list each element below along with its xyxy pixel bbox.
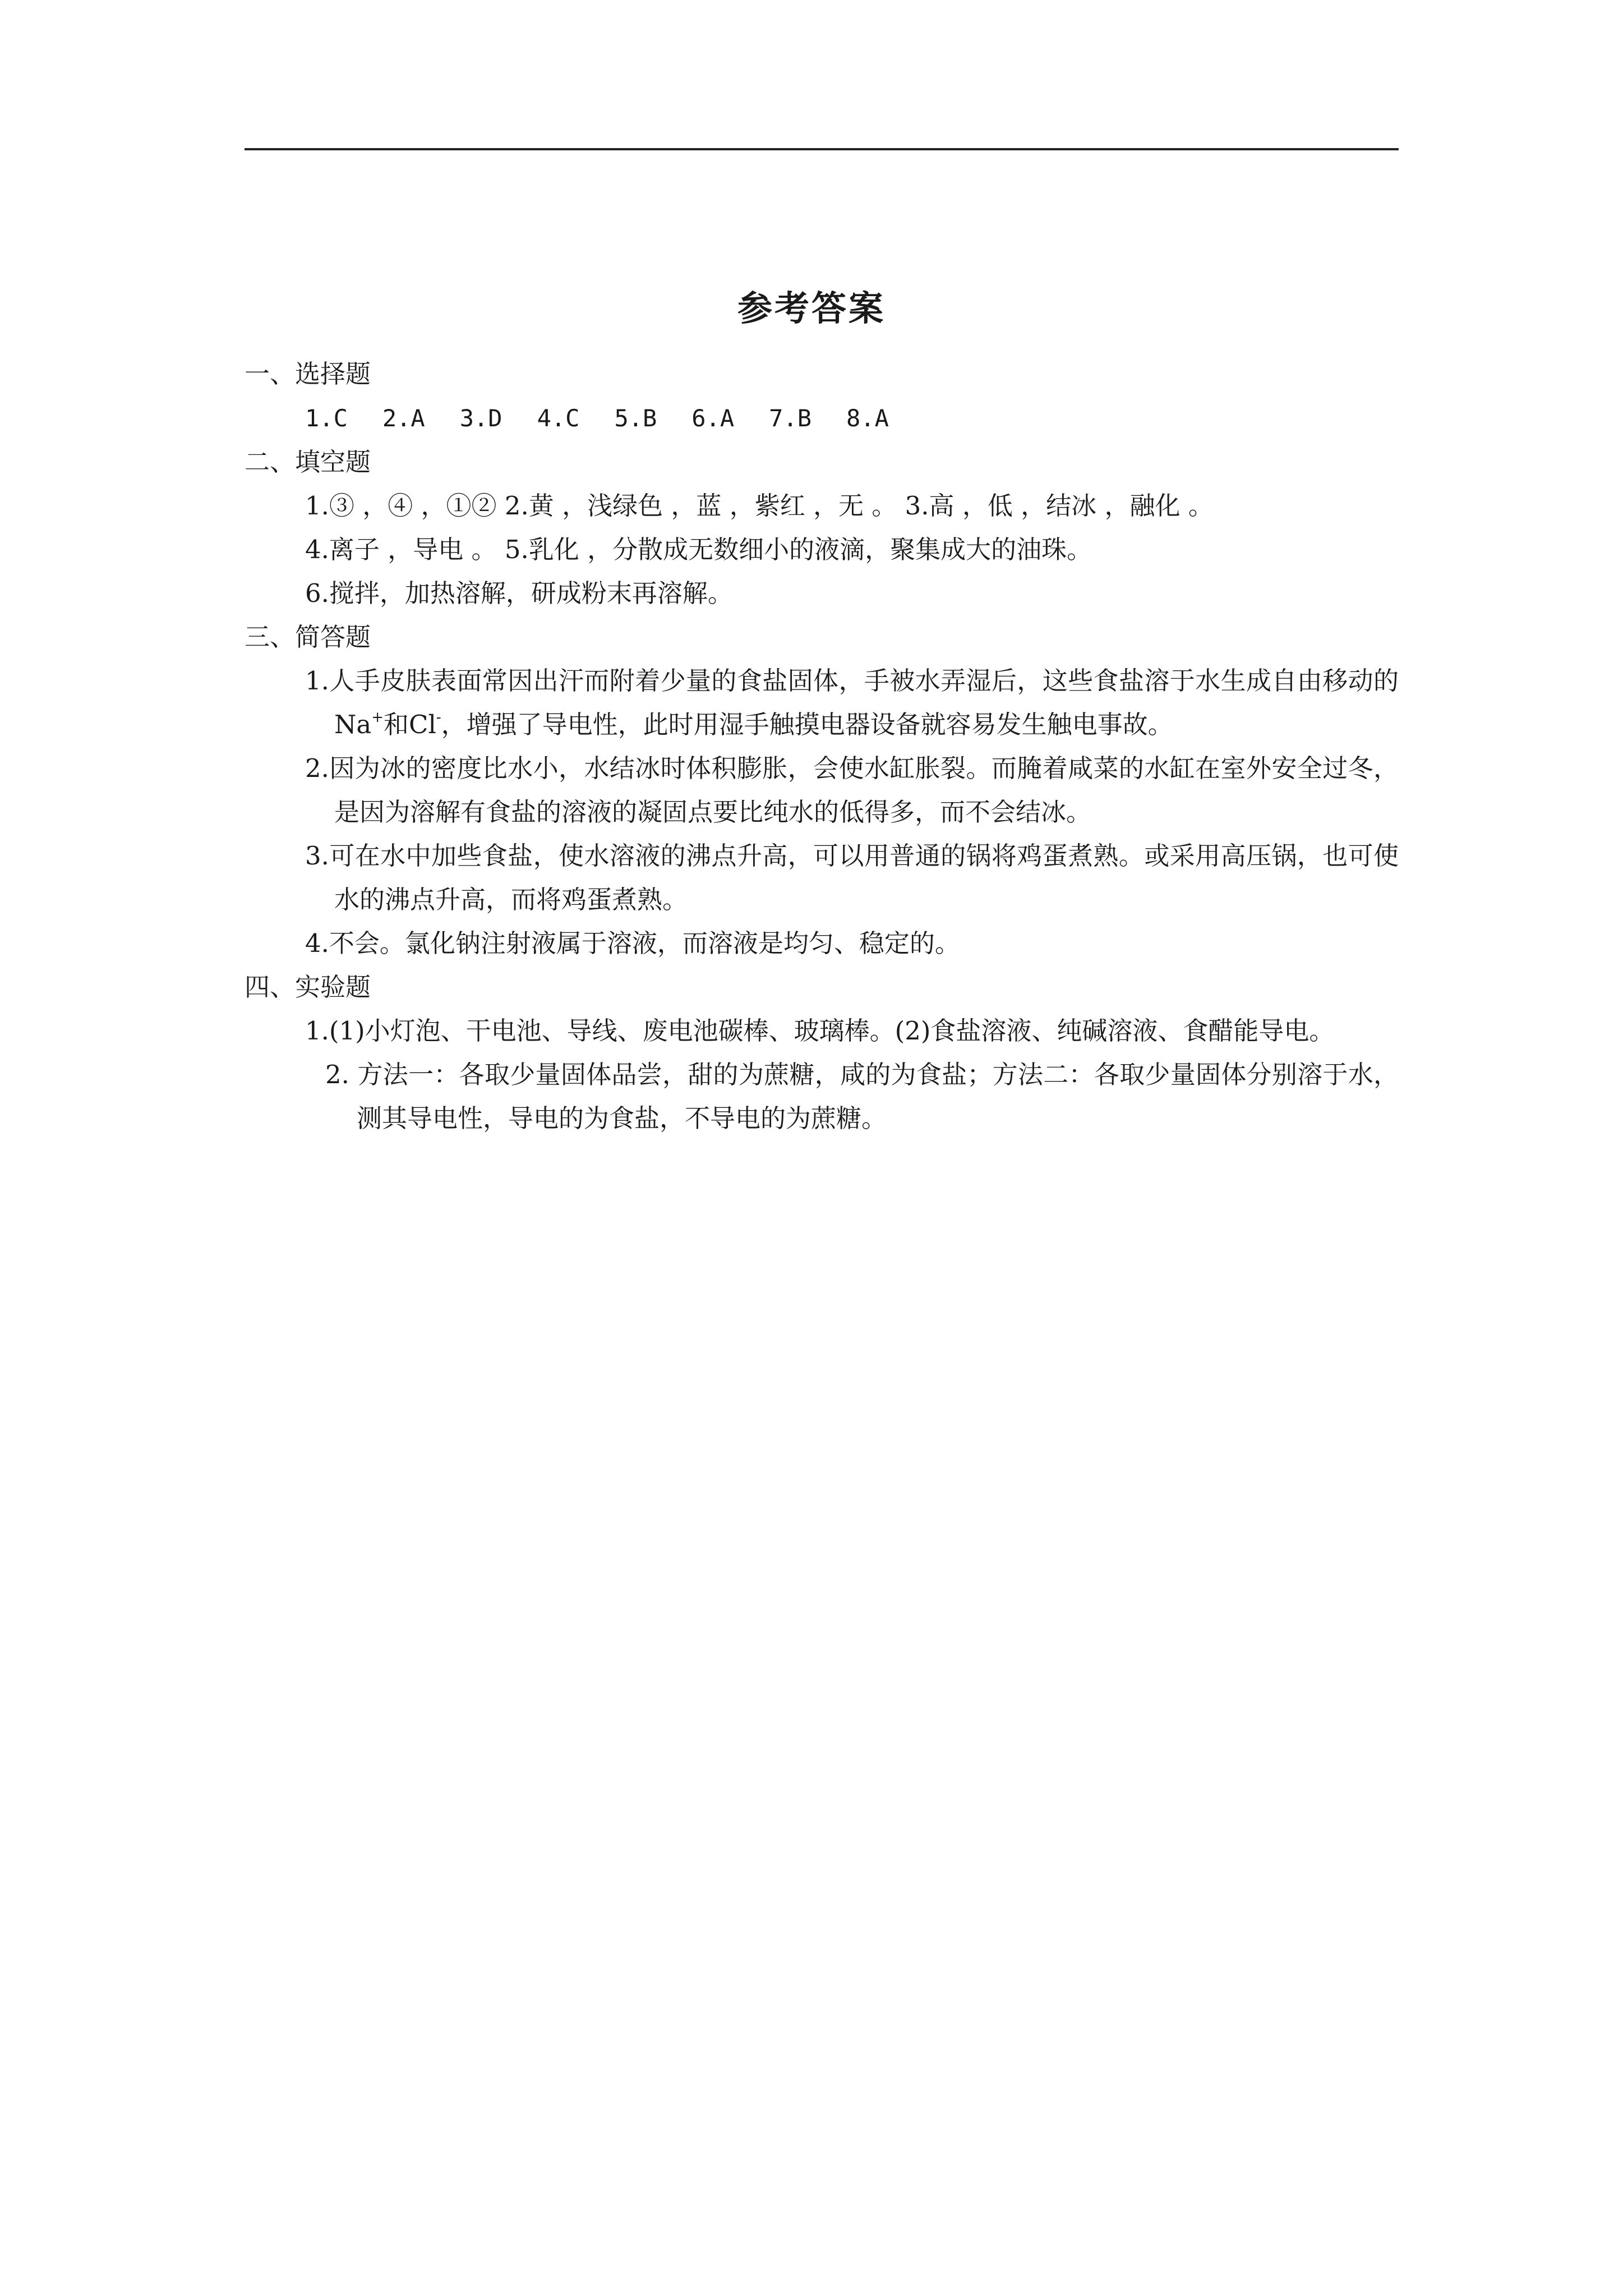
short-answer-1-text: 1.人手皮肤表面常因出汗而附着少量的食盐固体，手被水弄湿后，这些食盐溶于水生成自由移动的Na — [305, 666, 1399, 739]
choice-answer: 7.B — [769, 404, 812, 432]
choice-answer: 3.D — [459, 404, 502, 432]
fill-answers-line-2: 4.离子 ，导电 。 5.乳化 ，分散成无数细小的液滴，聚集成大的油珠。 — [305, 535, 1092, 564]
choice-answer: 1.C — [305, 404, 348, 432]
experiment-answer-2: 2. 方法一：各取少量固体品尝，甜的为蔗糖，咸的为食盐；方法二：各取少量固体分别溶于水，测其导电性，导电的为食盐，不导电的为蔗糖。 — [325, 1060, 1399, 1133]
choice-answer: 4.C — [537, 404, 580, 432]
header-rule — [245, 148, 1399, 150]
experiment-answer-1: 1.(1)小灯泡、干电池、导线、废电池碳棒、玻璃棒。(2)食盐溶液、纯碱溶液、食醋能导电。 — [305, 1016, 1335, 1046]
fill-answers-line-3: 6.搅拌，加热溶解，研成粉末再溶解。 — [305, 578, 733, 608]
answer-content — [245, 352, 1399, 1140]
short-answer-1-text: ，增强了导电性，此时用湿手触摸电器设备就容易发生触电事故。 — [441, 710, 1173, 739]
sodium-charge: + — [371, 709, 384, 726]
section-heading-experiment: 四、实验题 — [245, 972, 371, 1002]
short-answer-3: 3.可在水中加些食盐，使水溶液的沸点升高，可以用普通的锅将鸡蛋煮熟。或采用高压锅，也可使水的沸点升高，而将鸡蛋煮熟。 — [305, 841, 1399, 914]
short-answer-2: 2.因为冰的密度比水小，水结冰时体积膨胀，会使水缸胀裂。而腌着咸菜的水缸在室外安全过冬，是因为溶解有食盐的溶液的凝固点要比纯水的低得多，而不会结冰。 — [305, 753, 1399, 827]
chloride-charge: - — [436, 709, 441, 726]
short-answer-1-text: 和Cl — [384, 710, 436, 739]
section-heading-short: 三、简答题 — [245, 622, 371, 652]
choice-answer: 8.A — [846, 404, 889, 432]
choice-answer: 2.A — [382, 404, 425, 432]
choice-answer: 5.B — [614, 404, 657, 432]
short-answer-1 — [245, 659, 1399, 747]
section-heading-fill: 二、填空题 — [245, 447, 371, 477]
page-title: 参考答案 — [737, 288, 886, 329]
fill-answers-line-1: 1.③ ，④ ，①② 2.黄 ，浅绿色 ，蓝 ，紫红 ，无 。 3.高 ，低 ，结冰 ，融化 。 — [305, 491, 1214, 521]
choice-answer: 6.A — [691, 404, 735, 432]
section-heading-choice: 一、选择题 — [245, 359, 371, 389]
short-answer-4: 4.不会。氯化钠注射液属于溶液，而溶液是均匀、稳定的。 — [305, 928, 960, 958]
choice-answers — [245, 396, 1399, 440]
